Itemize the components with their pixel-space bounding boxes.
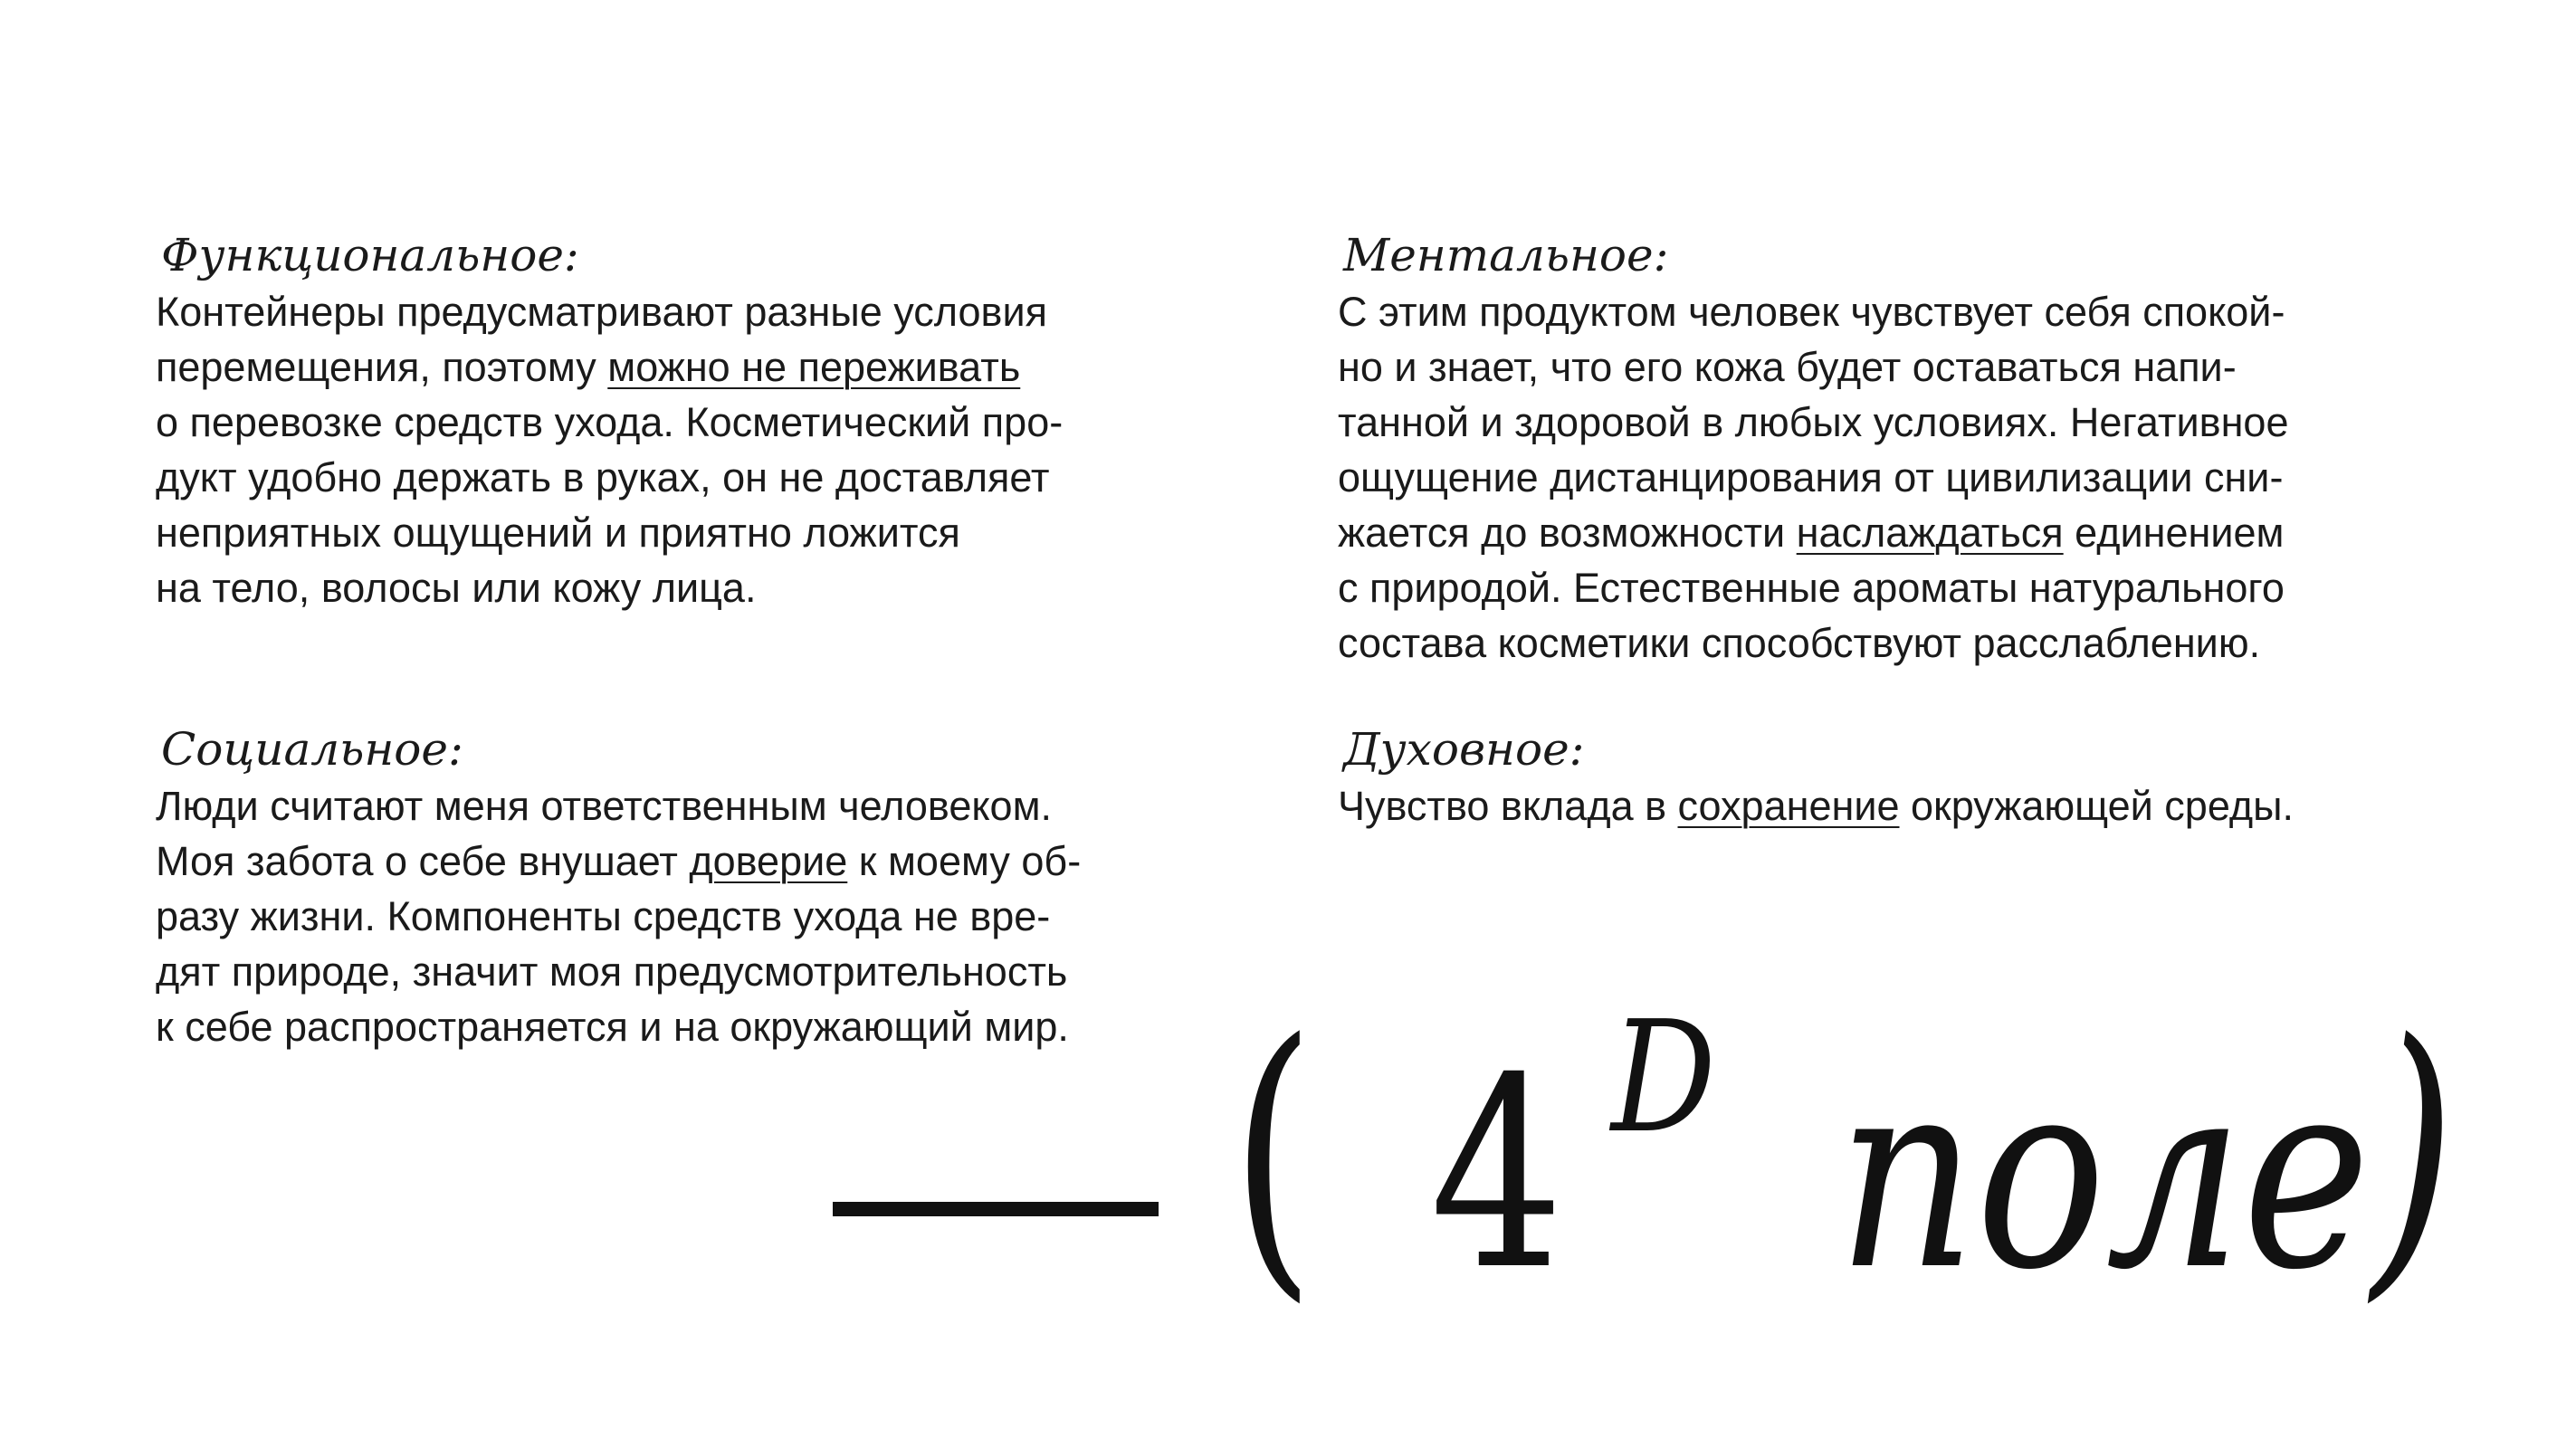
section-heading-mental: Ментальное: (1343, 229, 1669, 281)
text-fragment: жается до возможности (1338, 510, 1797, 556)
text-line: дят природе, значит моя предусмотрительность (156, 948, 1068, 995)
underlined-phrase: можно не переживать (607, 344, 1021, 390)
title-superscript: D (1611, 988, 1716, 1167)
text-fragment: к моему об- (847, 838, 1082, 884)
text-line: состава косметики способствуют расслаблению. (1338, 620, 2261, 666)
text-line: танной и здоровой в любых условиях. Негативное (1338, 399, 2289, 445)
text-fragment: окружающей среды. (1899, 783, 2294, 829)
title-word: поле (1837, 1023, 2371, 1328)
text-line: но и знает, что его кожа будет оставаться напи- (1338, 344, 2237, 390)
text-line: Контейнеры предусматривают разные условия (156, 289, 1047, 335)
section-body-mental (1338, 284, 2288, 671)
section-body-functional (156, 284, 1063, 615)
text-line: неприятных ощущений и приятно ложится (156, 510, 960, 556)
section-heading-spiritual: Духовное: (1343, 723, 1585, 776)
text-line: с природой. Естественные ароматы натурального (1338, 565, 2285, 611)
underlined-phrase: наслаждаться (1796, 510, 2064, 556)
text-line: дукт удобно держать в руках, он не доставляет (156, 454, 1050, 500)
title-dash (833, 1202, 1159, 1216)
text-line: на тело, волосы или кожу лица. (156, 565, 757, 611)
section-body-spiritual (1338, 778, 2294, 834)
section-heading-social: Социальное: (161, 723, 463, 776)
section-social (156, 722, 1081, 1054)
title-open-paren: ( (1231, 980, 1315, 1328)
text-line (156, 339, 1063, 395)
section-spiritual (1338, 722, 2294, 834)
text-line: разу жизни. Компоненты средств ухода не вре- (156, 893, 1051, 939)
title-close-paren: ) (2371, 980, 2456, 1328)
big-title (833, 980, 2534, 1394)
text-line (1338, 505, 2288, 560)
text-line (1338, 778, 2294, 834)
section-heading-functional: Функциональное: (161, 229, 579, 281)
underlined-phrase: доверие (689, 838, 848, 884)
section-functional (156, 228, 1063, 615)
title-number: 4 (1430, 1023, 1564, 1328)
text-line: С этим продуктом человек чувствует себя спокой- (1338, 289, 2285, 335)
text-fragment: единением (2063, 510, 2285, 556)
text-line: ощущение дистанцирования от цивилизации сни- (1338, 454, 2284, 500)
underlined-phrase: сохранение (1677, 783, 1900, 829)
section-mental (1338, 228, 2288, 671)
text-line: о перевозке средств ухода. Косметический про- (156, 399, 1064, 445)
text-fragment: Чувство вклада в (1338, 783, 1678, 829)
text-line (156, 834, 1081, 889)
text-line: к себе распространяется и на окружающий мир. (156, 1004, 1069, 1050)
text-line: Люди считают меня ответственным человеком. (156, 783, 1053, 829)
text-fragment: перемещения, поэтому (156, 344, 608, 390)
text-fragment: Моя забота о себе внушает (156, 838, 690, 884)
